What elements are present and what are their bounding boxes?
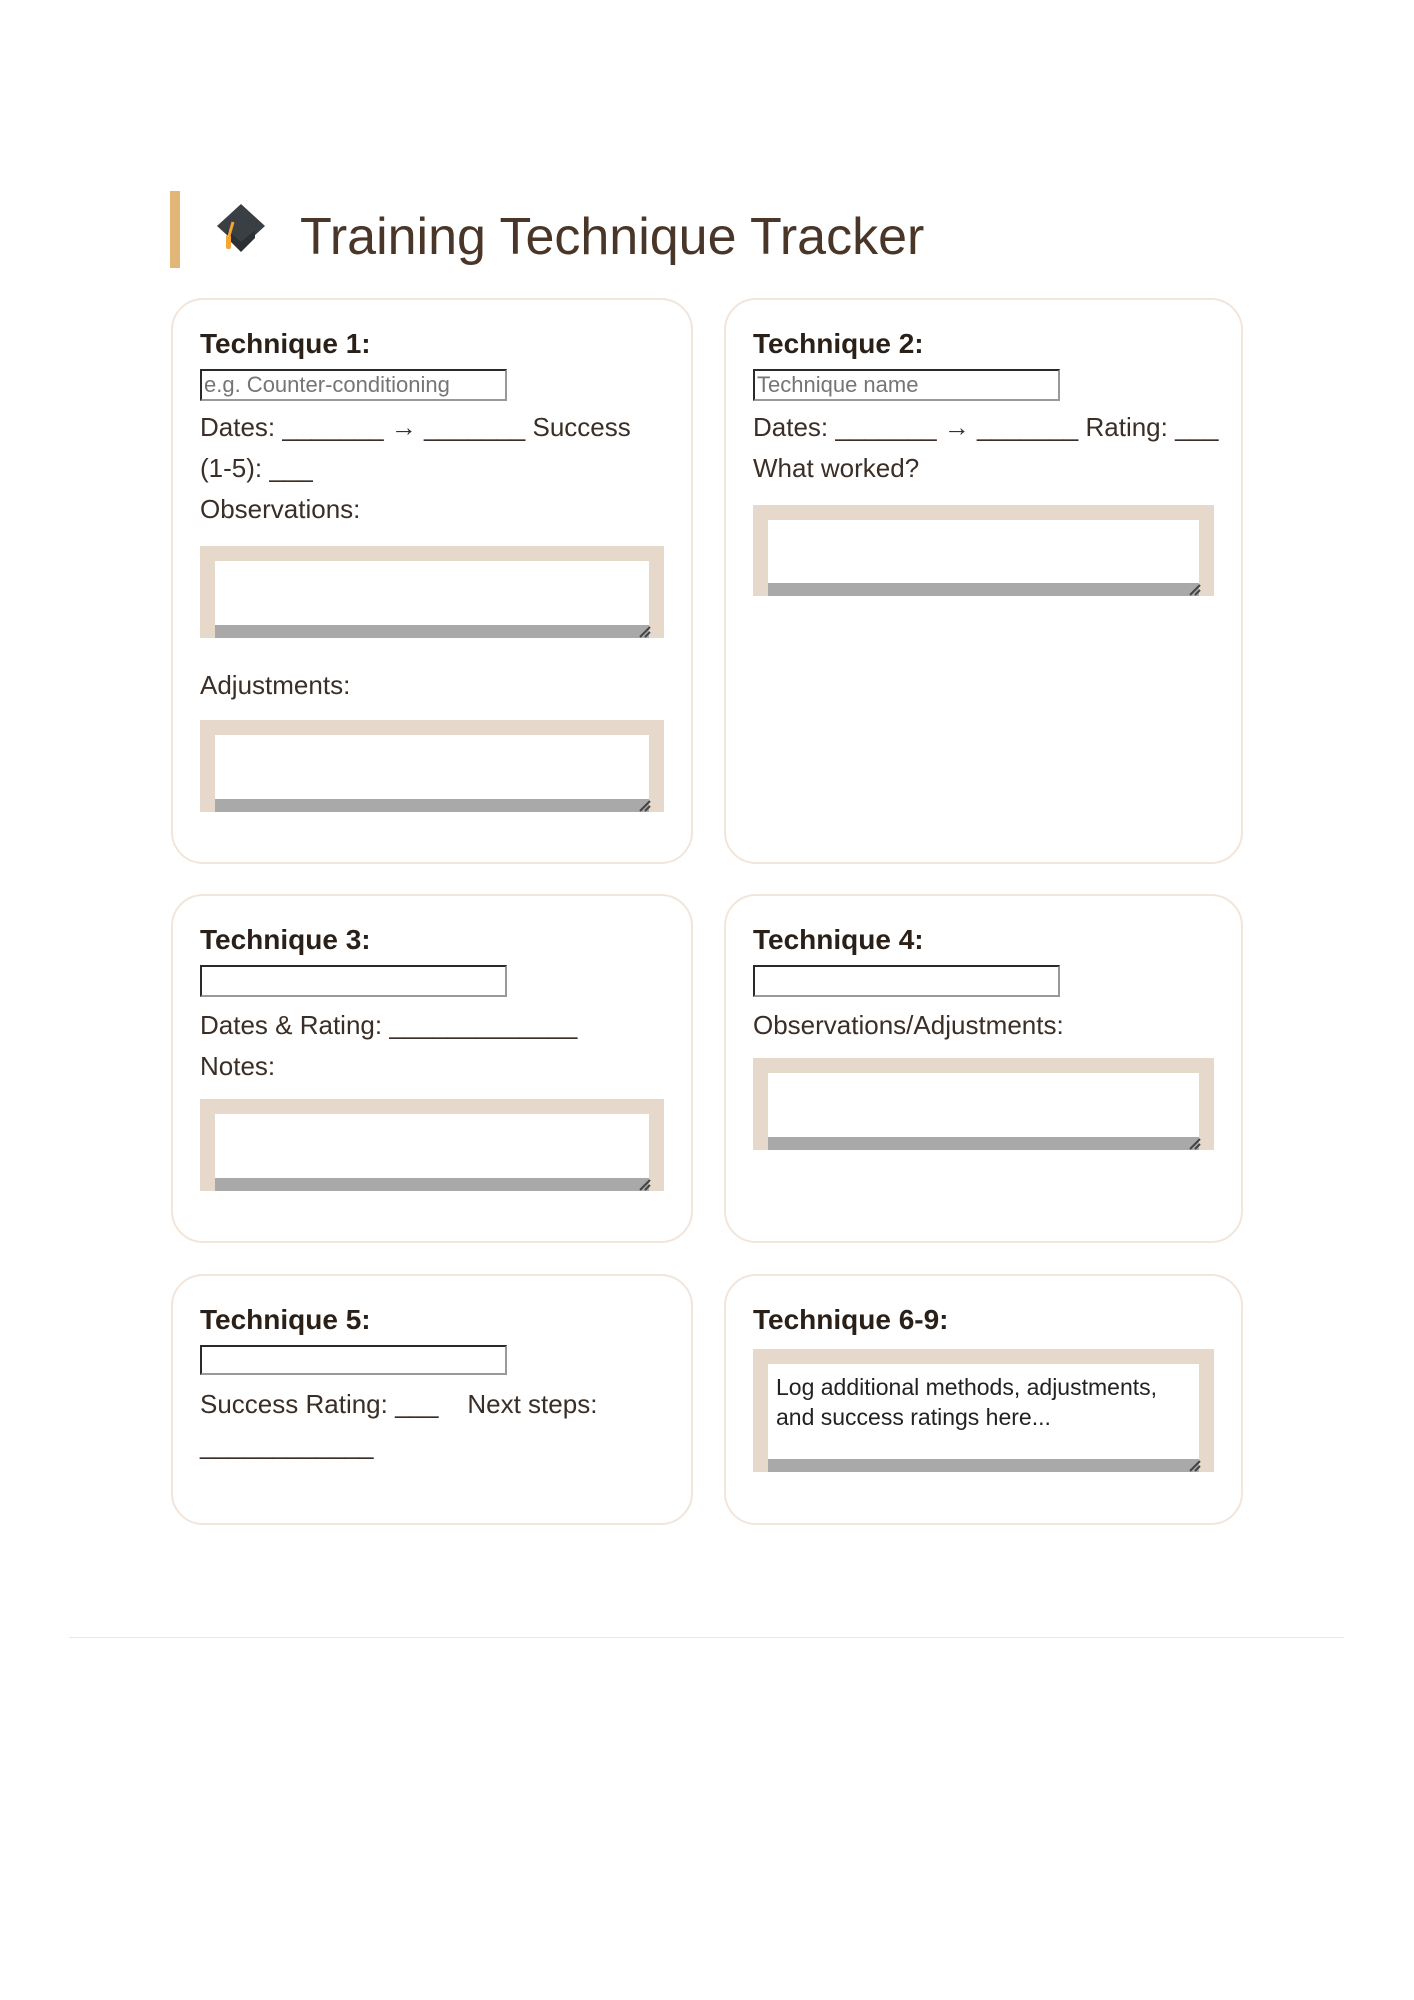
scrollbar[interactable] [768,583,1199,596]
technique-4-heading: Technique 4: [753,924,924,955]
technique-3-notes-textarea[interactable] [200,1099,664,1191]
textarea-placeholder: Log additional methods, adjustments, and success ratings here... [776,1374,1158,1430]
technique-3-notes-label: Notes: [200,1051,276,1081]
scrollbar[interactable] [215,799,649,812]
technique-1-adjustments-label: Adjustments: [200,670,351,700]
technique-5-next-steps-blank: ____________ [200,1430,374,1460]
scrollbar[interactable] [768,1459,1199,1472]
resize-grip-icon[interactable] [637,1177,651,1191]
technique-3-card [171,894,693,1243]
scrollbar[interactable] [215,625,649,638]
technique-2-heading: Technique 2: [753,328,924,359]
technique-2-card [724,298,1243,864]
technique-3-dates-rating: Dates & Rating: _____________ [200,1010,578,1040]
footer-divider [69,1637,1344,1638]
technique-4-observations-textarea[interactable] [753,1058,1214,1150]
resize-grip-icon[interactable] [1187,582,1201,596]
technique-1-dates-success: Dates: _______ → _______ Success (1-5): ___ [200,412,631,483]
technique-2-name-input[interactable] [753,369,1060,401]
technique-3-name-input[interactable] [200,965,507,997]
technique-1-heading: Technique 1: [200,328,371,359]
technique-4-observations-label: Observations/Adjustments: [753,1010,1064,1040]
technique-1-card [171,298,693,864]
technique-4-name-input[interactable] [753,965,1060,997]
technique-5-name-input[interactable] [200,1345,507,1375]
technique-2-what-worked-textarea[interactable] [753,505,1214,596]
technique-5-card [171,1274,693,1525]
title-accent-bar [170,191,180,268]
technique-2-dates-rating: Dates: _______ → _______ Rating: ___ [753,412,1219,442]
technique-1-observations-label: Observations: [200,494,361,524]
technique-6-9-textarea[interactable] [753,1349,1214,1472]
technique-4-card [724,894,1243,1243]
scrollbar[interactable] [768,1137,1199,1150]
resize-grip-icon[interactable] [637,798,651,812]
scrollbar[interactable] [215,1178,649,1191]
technique-3-heading: Technique 3: [200,924,371,955]
resize-grip-icon[interactable] [1187,1458,1201,1472]
technique-6-9-heading: Technique 6-9: [753,1304,949,1335]
technique-1-observations-textarea[interactable] [200,546,664,638]
page-title: Training Technique Tracker [300,208,925,266]
technique-6-9-card [724,1274,1243,1525]
technique-5-rating-next-steps: Success Rating: ___ Next steps: [200,1389,598,1419]
technique-1-name-input[interactable] [200,369,507,401]
technique-1-adjustments-textarea[interactable] [200,720,664,812]
technique-5-heading: Technique 5: [200,1304,371,1335]
technique-2-what-worked-label: What worked? [753,453,920,483]
resize-grip-icon[interactable] [1187,1136,1201,1150]
graduation-cap-icon [215,202,267,256]
resize-grip-icon[interactable] [637,624,651,638]
